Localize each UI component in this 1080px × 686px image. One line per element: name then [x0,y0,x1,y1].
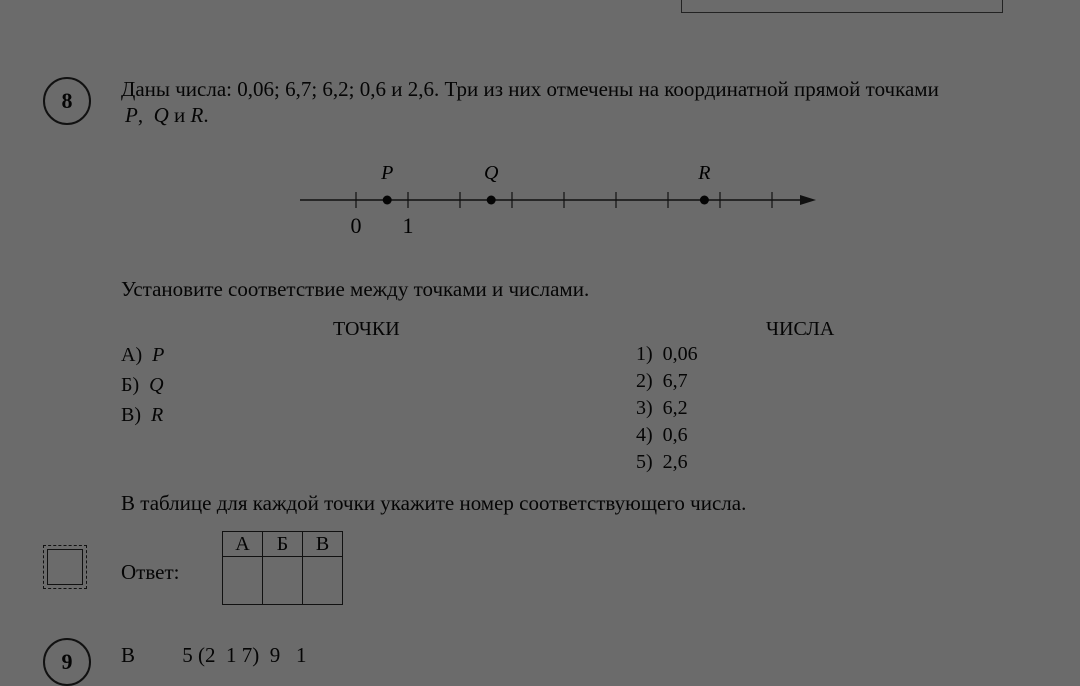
answer-label: Ответ: [121,560,180,584]
point-marker-q [487,196,496,205]
list-item [636,370,698,397]
answer-header-v: В [303,532,343,557]
next-question-number-badge [43,638,91,686]
item-key: А) [121,344,143,366]
list-item [636,451,698,478]
table-instruction-text: В таблице для каждой точки укажите номер соответствующего числа. [121,491,747,515]
answer-cell-v[interactable] [303,557,343,605]
item-key: 2) [636,370,653,392]
list-item [121,374,164,404]
answer-table [222,531,343,605]
arrow-right-icon [800,195,816,205]
question-text-line1: Даны числа: 0,06; 6,7; 6,2; 0,6 и 2,6. Три из них отмечены на координатной прямой точками [121,77,939,101]
tick-label-one: 1 [402,213,414,238]
period: . [203,103,209,127]
item-key: В) [121,404,141,426]
item-key: Б) [121,374,140,396]
numbers-list [636,343,698,478]
list-item [636,424,698,451]
item-key: 5) [636,451,653,473]
point-name-q: Q [153,103,169,127]
previous-answer-box [681,0,1003,13]
answer-cell-a[interactable] [223,557,263,605]
point-label-r: R [698,162,711,184]
question-number: 8 [61,88,73,113]
point-name-r: R [190,103,204,127]
item-value: 6,2 [662,397,688,419]
numbers-column-header: ЧИСЛА [766,318,835,340]
point-marker-p [383,196,392,205]
item-key: 3) [636,397,653,419]
question-number-badge [43,77,91,125]
list-item [636,397,698,424]
next-question-fragment: В 5 (2 1 7) 9 1 [121,643,307,667]
number-line [0,150,1080,250]
points-column-header: ТОЧКИ [333,318,400,340]
point-name-p: P [125,103,138,127]
tick-label-zero: 0 [350,213,362,238]
next-question-number: 9 [61,649,73,674]
points-list [121,344,164,434]
list-item [121,344,164,374]
item-value: P [152,344,165,366]
answer-header-b: Б [263,532,303,557]
item-value: R [151,404,164,426]
item-value: 0,6 [662,424,688,446]
item-key: 1) [636,343,653,365]
item-value: 2,6 [662,451,688,473]
and-word: и [174,103,186,127]
question-text-line2 [121,102,1021,128]
point-label-p: P [381,162,394,184]
answer-cell-b[interactable] [263,557,303,605]
comma: , [137,103,144,127]
item-value: Q [149,374,164,396]
instruction-text: Установите соответствие между точками и числами. [121,277,590,301]
answer-check-box [43,545,87,589]
list-item [121,404,164,434]
item-key: 4) [636,424,653,446]
question-text [121,76,1021,128]
item-value: 6,7 [662,370,688,392]
item-value: 0,06 [662,343,698,365]
point-marker-r [700,196,709,205]
answer-header-a: А [223,532,263,557]
list-item [636,343,698,370]
point-label-q: Q [483,162,499,184]
